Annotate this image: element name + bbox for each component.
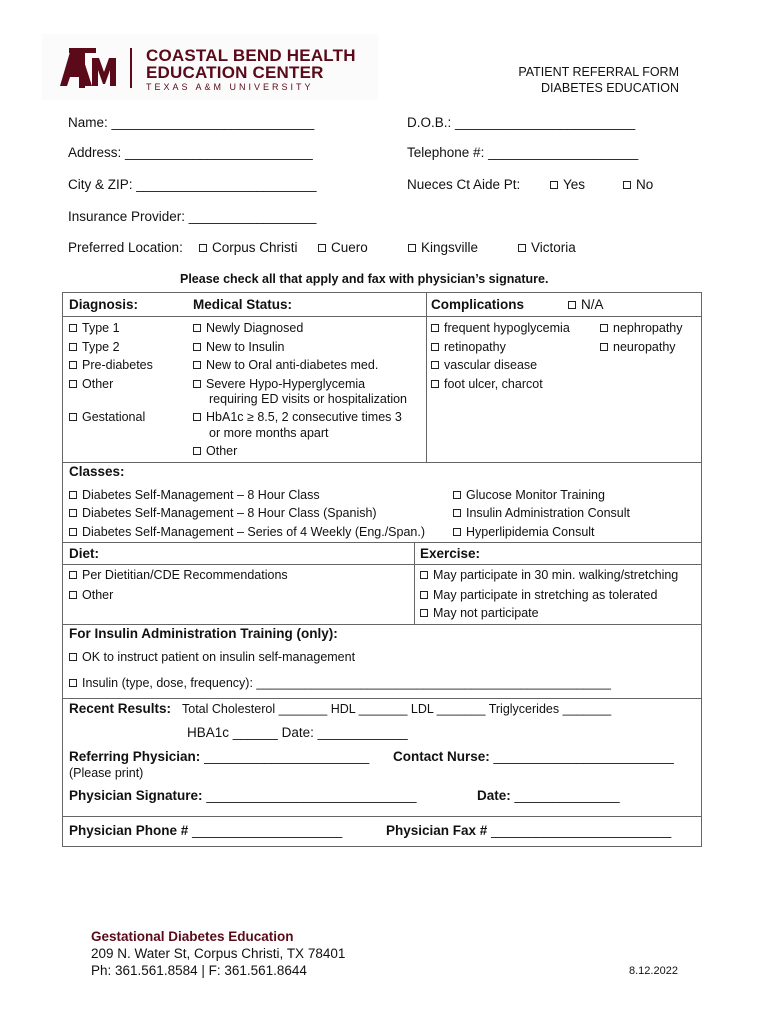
divider: [62, 542, 702, 543]
divider: [62, 564, 702, 565]
exercise-30min[interactable]: May participate in 30 min. walking/stretching: [420, 568, 678, 582]
name-field[interactable]: Name: ___________________________: [68, 115, 315, 130]
diet-heading: Diet:: [69, 546, 99, 561]
medical-status-heading: Medical Status:: [193, 297, 293, 312]
diagnosis-heading: Diagnosis:: [69, 297, 139, 312]
checkbox-icon: [420, 609, 428, 617]
class-glucose-monitor[interactable]: Glucose Monitor Training: [453, 488, 605, 502]
signature-date-field[interactable]: Date: ______________: [477, 788, 620, 803]
divider: [62, 316, 426, 317]
dob-field[interactable]: D.O.B.: ________________________: [407, 115, 636, 130]
checkbox-icon: [69, 413, 77, 421]
class-dsm-8hr-spanish[interactable]: Diabetes Self-Management – 8 Hour Class (Spanish): [69, 506, 377, 520]
status-other[interactable]: Other: [193, 444, 237, 458]
class-insulin-admin[interactable]: Insulin Administration Consult: [453, 506, 630, 520]
footer-version: 8.12.2022: [629, 965, 678, 977]
comp-vascular[interactable]: vascular disease: [431, 358, 537, 372]
checkbox-icon: [623, 181, 631, 189]
checkbox-icon: [453, 509, 461, 517]
results-hba1c-field[interactable]: HBA1c ______ Date: ____________: [187, 725, 408, 740]
status-severe-hypo-cont: requiring ED visits or hospitalization: [209, 392, 408, 406]
yes-label: Yes: [563, 177, 586, 192]
divider: [426, 316, 702, 317]
status-severe-hypo[interactable]: Severe Hypo-Hyperglycemia: [193, 377, 365, 391]
checkbox-icon: [518, 244, 526, 252]
city-zip-field[interactable]: City & ZIP: ________________________: [68, 177, 317, 192]
complications-na[interactable]: N/A: [568, 297, 604, 312]
checkbox-icon: [431, 324, 439, 332]
divider: [62, 624, 702, 625]
divider: [62, 462, 702, 463]
exercise-not-participate[interactable]: May not participate: [420, 606, 539, 620]
logo-line-2: EDUCATION CENTER: [146, 63, 324, 82]
checkbox-icon: [431, 361, 439, 369]
divider: [62, 698, 702, 699]
checkbox-icon: [420, 591, 428, 599]
checkbox-icon: [408, 244, 416, 252]
checkbox-icon: [193, 324, 201, 332]
status-newly-diagnosed[interactable]: Newly Diagnosed: [193, 321, 303, 335]
nueces-no-checkbox[interactable]: [623, 177, 653, 192]
checkbox-icon: [600, 343, 608, 351]
physician-fax-field[interactable]: Physician Fax # ________________________: [386, 823, 672, 838]
class-dsm-8hr[interactable]: Diabetes Self-Management – 8 Hour Class: [69, 488, 320, 502]
divider: [62, 816, 702, 817]
nueces-label: Nueces Ct Aide Pt:: [407, 177, 521, 192]
checkbox-icon: [69, 509, 77, 517]
classes-heading: Classes:: [69, 464, 125, 479]
referring-physician-field[interactable]: Referring Physician: ______________________: [69, 749, 370, 764]
checkbox-icon: [453, 491, 461, 499]
checkbox-icon: [69, 361, 77, 369]
logo: [42, 34, 378, 100]
checkbox-icon: [318, 244, 326, 252]
checkbox-icon: [453, 528, 461, 536]
checkbox-icon: [568, 301, 576, 309]
diet-other[interactable]: Other: [69, 588, 113, 602]
status-new-to-insulin[interactable]: New to Insulin: [193, 340, 285, 354]
checkbox-icon: [193, 413, 201, 421]
checkbox-icon: [193, 343, 201, 351]
insurance-field[interactable]: Insurance Provider: _________________: [68, 209, 317, 224]
location-kingsville[interactable]: Kingsville: [408, 240, 478, 255]
checkbox-icon: [193, 361, 201, 369]
exercise-stretching[interactable]: May participate in stretching as tolerated: [420, 588, 657, 602]
insulin-heading: For Insulin Administration Training (only):: [69, 626, 338, 641]
physician-phone-field[interactable]: Physician Phone # ____________________: [69, 823, 343, 838]
logo-line-1: COASTAL BEND HEALTH: [146, 46, 356, 65]
diagnosis-type1[interactable]: Type 1: [69, 321, 120, 335]
diagnosis-prediabetes[interactable]: Pre-diabetes: [69, 358, 153, 372]
comp-hypoglycemia[interactable]: frequent hypoglycemia: [431, 321, 570, 335]
checkbox-icon: [69, 679, 77, 687]
form-title: [518, 65, 679, 95]
results-label: Recent Results:: [69, 701, 172, 716]
checkbox-icon: [69, 591, 77, 599]
exercise-heading: Exercise:: [420, 546, 481, 561]
status-hba1c[interactable]: HbA1c ≥ 8.5, 2 consecutive times 3: [193, 410, 402, 424]
status-new-to-oral[interactable]: New to Oral anti-diabetes med.: [193, 358, 378, 372]
checkbox-icon: [69, 653, 77, 661]
insulin-detail-field[interactable]: Insulin (type, dose, frequency): ___________________________________________________: [69, 676, 611, 690]
checkbox-icon: [69, 528, 77, 536]
instruction-text: Please check all that apply and fax with physician’s signature.: [180, 272, 549, 286]
checkbox-icon: [199, 244, 207, 252]
footer-contact: Ph: 361.561.8584 | F: 361.561.8644: [91, 963, 307, 978]
checkbox-icon: [431, 343, 439, 351]
results-lipids-field[interactable]: Total Cholesterol _______ HDL _______ LDL _______ Triglycerides _______: [182, 702, 612, 716]
diagnosis-gestational[interactable]: Gestational: [69, 410, 145, 424]
insulin-ok-checkbox[interactable]: OK to instruct patient on insulin self-management: [69, 650, 355, 664]
location-corpus-christi[interactable]: Corpus Christi: [199, 240, 298, 255]
form-title-line-1: PATIENT REFERRAL FORM: [518, 65, 679, 79]
comp-retinopathy[interactable]: retinopathy: [431, 340, 506, 354]
checkbox-icon: [69, 380, 77, 388]
divider: [426, 292, 427, 462]
class-dsm-series[interactable]: Diabetes Self-Management – Series of 4 Weekly (Eng./Span.): [69, 525, 425, 539]
diet-per-dietitian[interactable]: Per Dietitian/CDE Recommendations: [69, 568, 288, 582]
complications-heading: Complications: [431, 297, 525, 312]
checkbox-icon: [600, 324, 608, 332]
diagnosis-other[interactable]: Other: [69, 377, 113, 391]
no-label: No: [636, 177, 654, 192]
checkbox-icon: [193, 447, 201, 455]
nueces-yes-checkbox[interactable]: [550, 177, 585, 192]
location-cuero[interactable]: Cuero: [318, 240, 368, 255]
checkbox-icon: [69, 343, 77, 351]
location-label: Preferred Location:: [68, 240, 183, 255]
location-victoria[interactable]: Victoria: [518, 240, 576, 255]
footer-address: 209 N. Water St, Corpus Christi, TX 78401: [91, 946, 346, 961]
checkbox-icon: [69, 571, 77, 579]
comp-neuropathy[interactable]: neuropathy: [600, 340, 676, 354]
class-hyperlipidemia[interactable]: Hyperlipidemia Consult: [453, 525, 595, 539]
checkbox-icon: [420, 571, 428, 579]
diagnosis-type2[interactable]: Type 2: [69, 340, 120, 354]
form-title-line-2: DIABETES EDUCATION: [541, 81, 679, 95]
checkbox-icon: [69, 324, 77, 332]
divider: [414, 542, 415, 624]
telephone-field[interactable]: Telephone #: ____________________: [407, 145, 639, 160]
status-hba1c-cont: or more months apart: [209, 426, 329, 440]
comp-nephropathy[interactable]: nephropathy: [600, 321, 683, 335]
comp-foot-ulcer[interactable]: foot ulcer, charcot: [431, 377, 543, 391]
footer-org: Gestational Diabetes Education: [91, 929, 294, 944]
logo-line-3: TEXAS A&M UNIVERSITY: [146, 82, 314, 92]
please-print-note: (Please print): [69, 766, 144, 780]
checkbox-icon: [550, 181, 558, 189]
checkbox-icon: [69, 491, 77, 499]
contact-nurse-field[interactable]: Contact Nurse: ________________________: [393, 749, 674, 764]
address-field[interactable]: Address: _________________________: [68, 145, 313, 160]
checkbox-icon: [193, 380, 201, 388]
checkbox-icon: [431, 380, 439, 388]
physician-signature-field[interactable]: Physician Signature: ____________________________: [69, 788, 417, 803]
